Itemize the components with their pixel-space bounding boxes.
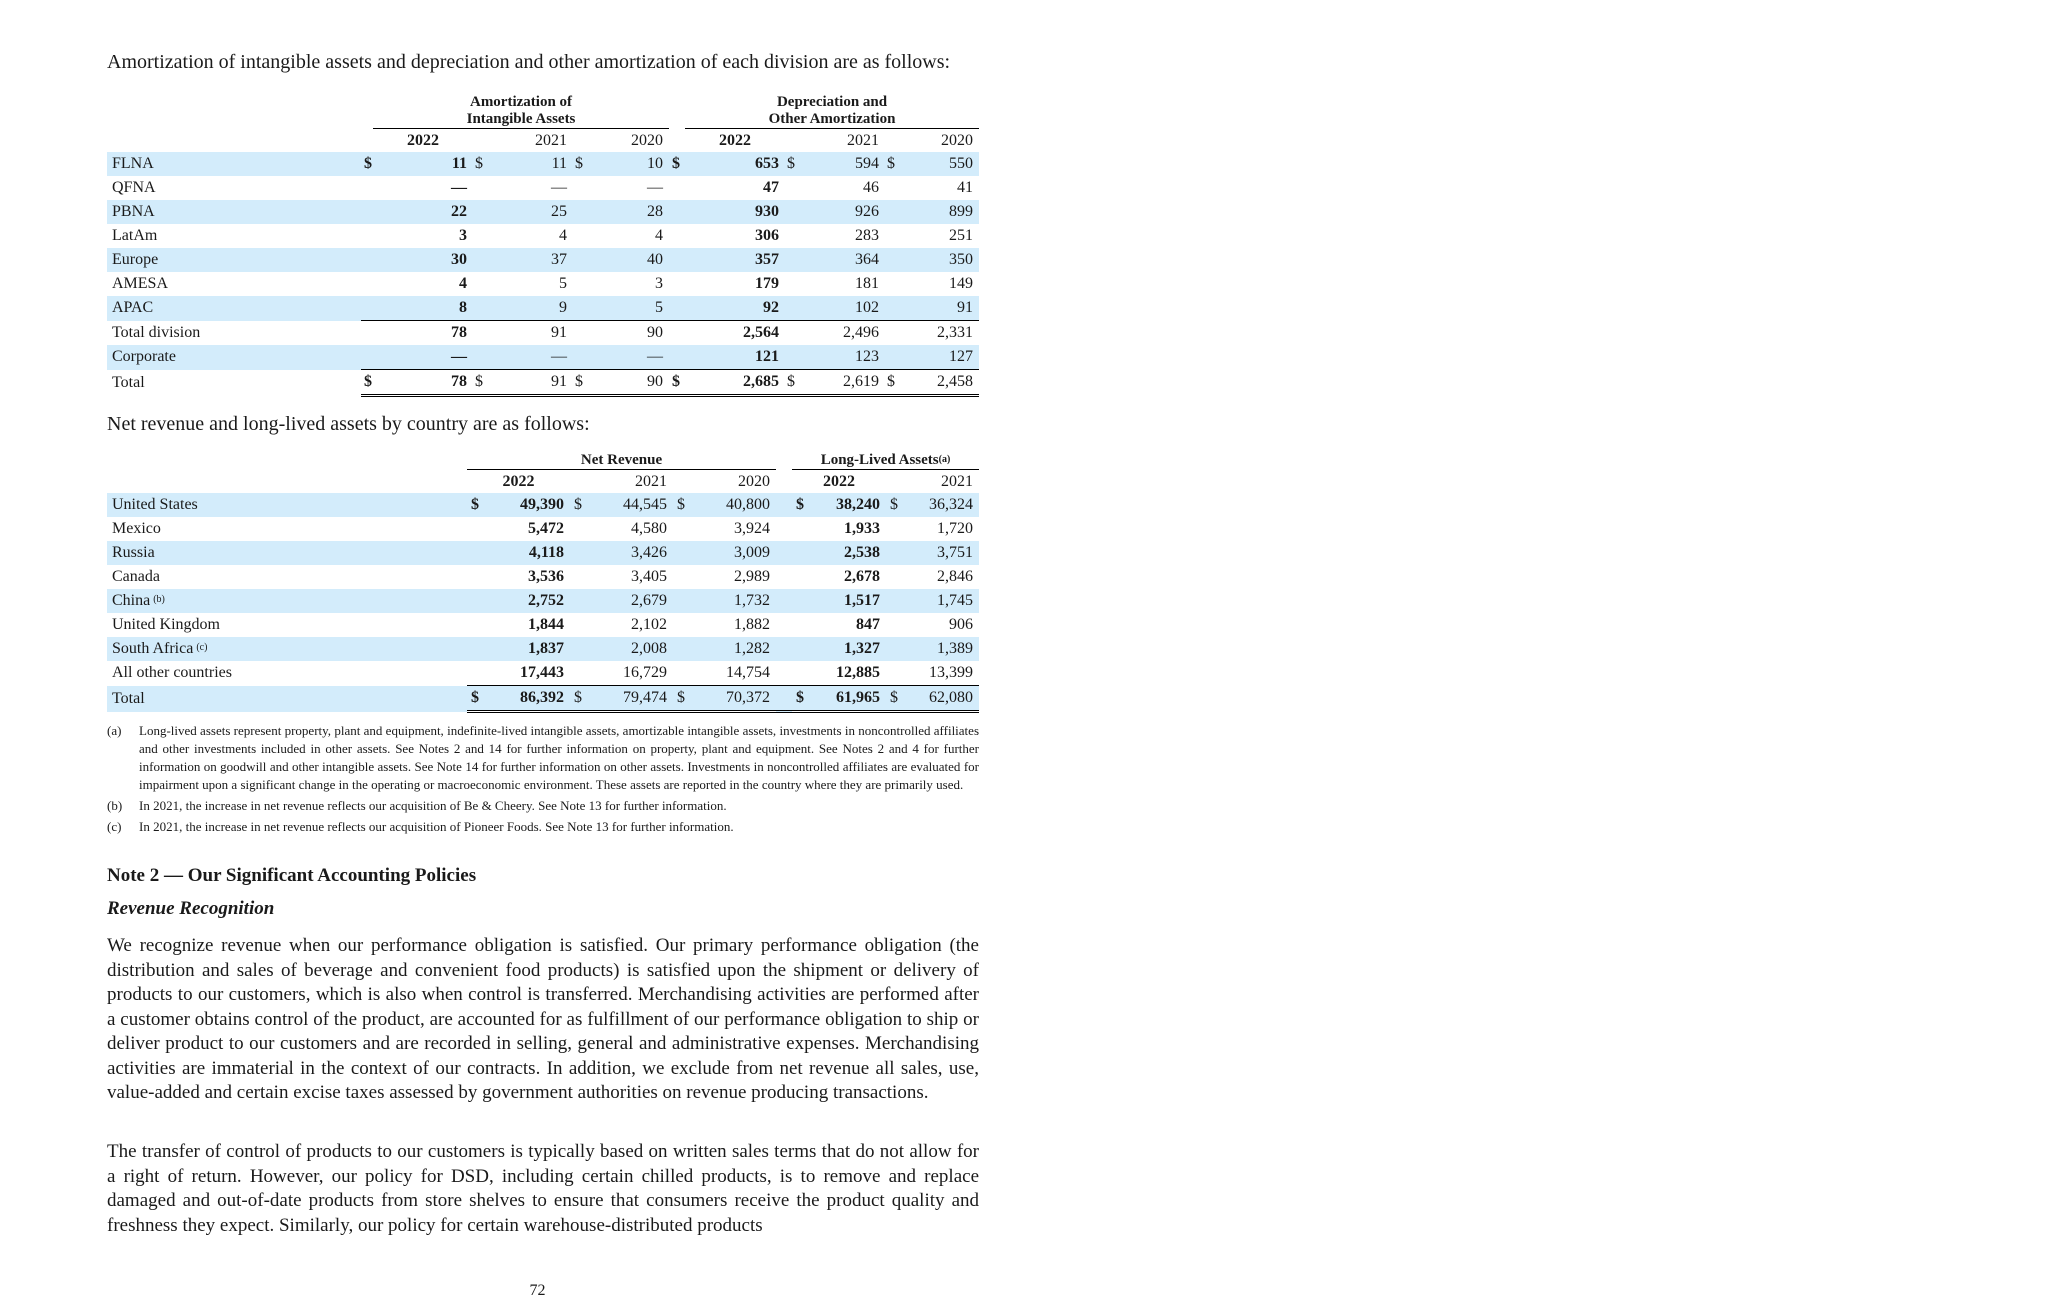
year-header: 2021: [785, 129, 885, 153]
amortization-value: $ 10: [573, 152, 669, 176]
spacer: [776, 493, 792, 517]
row-label: QFNA: [112, 179, 156, 196]
dollar-sign: $: [677, 496, 685, 513]
depreciation-value: 2,331: [885, 321, 979, 346]
dollar-sign: [669, 321, 685, 346]
amortization-group-header: Amortization of Intangible Assets: [466, 94, 576, 127]
table-row: [107, 493, 979, 517]
dollar-sign: $: [890, 496, 898, 513]
depreciation-value: $ 594: [785, 152, 885, 176]
net-revenue-value: 1,732: [673, 589, 776, 613]
footnote: [107, 818, 979, 836]
table-row: [107, 661, 979, 686]
amortization-value: 4: [655, 227, 664, 244]
amortization-value: 91: [473, 321, 573, 346]
long-lived-assets-value: 1,745: [886, 589, 979, 613]
net-revenue-group-header: Net Revenue: [580, 452, 663, 468]
net-revenue-value: 1,837: [467, 637, 570, 661]
long-lived-assets-value: 3,751: [886, 541, 979, 565]
row-label: United States: [107, 493, 467, 517]
year-header: 2022: [373, 129, 473, 153]
year-header: 2020: [885, 129, 979, 153]
net-revenue-value: $ 49,390: [467, 493, 570, 517]
net-revenue-value: 14,754: [726, 664, 770, 681]
row-label: China $^{(b)}$: [107, 589, 467, 613]
net-revenue-value: 1,844: [528, 616, 564, 633]
long-lived-assets-value: 1,517: [792, 589, 886, 613]
table-row: [107, 224, 979, 248]
amortization-value: 22: [373, 200, 473, 224]
dollar-sign: $: [669, 152, 685, 176]
body-paragraph: The transfer of control of products to our customers is typically based on written sales terms that do not allow for a right of return. However, our policy for DSD, including certain chilled products, is to remove and replace damaged and out-of-date products from store shelves to ensure that consumers receive the product quality and freshness they expect. Similarly, our policy for certain warehouse-distributed products: [107, 1141, 979, 1236]
amortization-value: —: [647, 179, 664, 196]
net-revenue-value: $ 79,474: [570, 686, 673, 712]
page-number: 72: [529, 1282, 546, 1299]
amortization-value: 90: [573, 321, 669, 346]
table-row: [107, 176, 979, 200]
amortization-value: 9: [473, 296, 573, 321]
row-label: LatAm: [112, 227, 158, 244]
depreciation-value: 2,496: [785, 321, 885, 346]
dollar-sign: $: [575, 155, 583, 172]
net-revenue-value: 17,443: [520, 664, 564, 681]
dollar-sign: $: [796, 496, 804, 513]
table-row: [107, 200, 979, 224]
depreciation-value: 653: [685, 152, 785, 176]
depreciation-value: 251: [949, 227, 974, 244]
table-row: [107, 152, 979, 176]
table-row: [107, 565, 979, 589]
dollar-sign: $: [574, 689, 582, 706]
amortization-value: $ 11: [473, 152, 573, 176]
row-label: Total: [112, 373, 145, 391]
depreciation-value: 306: [755, 227, 780, 244]
depreciation-value: 149: [949, 275, 974, 292]
dollar-sign: [361, 248, 373, 272]
year-header: 2022: [467, 470, 570, 494]
amortization-value: 5: [559, 275, 567, 292]
table-row: [107, 686, 979, 712]
depreciation-value: 899: [885, 200, 979, 224]
net-revenue-value: 1,882: [734, 616, 770, 633]
depreciation-value: $ 550: [885, 152, 979, 176]
row-label: Europe: [107, 248, 361, 272]
dollar-sign: [361, 200, 373, 224]
long-lived-assets-value: $ 36,324: [886, 493, 979, 517]
dollar-sign: $: [796, 689, 804, 706]
dollar-sign: $: [475, 373, 483, 390]
table-row: [107, 272, 979, 296]
dollar-sign: $: [471, 689, 479, 706]
note-heading: Note 2 — Our Significant Accounting Policies: [107, 865, 477, 886]
depreciation-value: 127: [885, 345, 979, 370]
net-revenue-value: 2,752: [467, 589, 570, 613]
footnote-marker: (c): [107, 819, 122, 834]
amortization-value: —: [473, 345, 573, 370]
net-revenue-value: $ 86,392: [467, 686, 570, 712]
dollar-sign: $: [890, 689, 898, 706]
long-lived-assets-value: 2,846: [937, 568, 974, 585]
amortization-value: 30: [373, 248, 473, 272]
net-revenue-value: 2,008: [570, 637, 673, 661]
dollar-sign: $: [787, 373, 796, 390]
long-lived-assets-value: $ 38,240: [792, 493, 886, 517]
footnote-text: In 2021, the increase in net revenue reflects our acquisition of Be & Cheery. See Note 13 for further information.: [139, 798, 727, 813]
net-revenue-value: 3,924: [734, 520, 770, 537]
depreciation-value: 2,685: [685, 370, 785, 396]
footnotes: [107, 722, 979, 839]
depreciation-value: $ 2,619: [785, 370, 885, 396]
depreciation-value: 102: [785, 296, 885, 321]
year-header: 2021: [886, 470, 979, 494]
net-revenue-value: 2,679: [570, 589, 673, 613]
dollar-sign: [669, 200, 685, 224]
dollar-sign: $: [574, 496, 582, 513]
dollar-sign: [361, 321, 373, 346]
dollar-sign: $: [361, 152, 373, 176]
net-revenue-value: 4,580: [631, 520, 667, 537]
net-revenue-value: 1,282: [673, 637, 776, 661]
spacer: [776, 565, 792, 589]
dollar-sign: $: [669, 370, 685, 396]
amortization-value: 4: [459, 275, 467, 292]
intro-text-division: Amortization of intangible assets and depreciation and other amortization of each division are as follows:: [107, 51, 951, 73]
long-lived-assets-value: 12,885: [836, 664, 880, 681]
amortization-value: 40: [573, 248, 669, 272]
row-label: APAC: [107, 296, 361, 321]
dollar-sign: $: [787, 155, 796, 172]
depreciation-value: 123: [785, 345, 885, 370]
amortization-value: $ 91: [473, 370, 573, 396]
table-row: [107, 613, 979, 637]
dollar-sign: [361, 272, 373, 296]
table-row: [107, 296, 979, 321]
depreciation-value: 121: [685, 345, 785, 370]
table-row: [107, 517, 979, 541]
footnote-marker: (a): [107, 723, 122, 738]
table-row: [107, 370, 979, 396]
long-lived-assets-group-header: Long-Lived Assets$^{(a)}$: [820, 452, 951, 468]
row-label: Total division: [112, 323, 201, 341]
year-header: 2021: [570, 470, 673, 494]
country-revenue-assets-table: [107, 452, 979, 713]
row-label: AMESA: [112, 275, 169, 292]
depreciation-value: 350: [885, 248, 979, 272]
year-header: 2020: [573, 129, 669, 153]
footnote: [107, 722, 979, 794]
amortization-value: 28: [573, 200, 669, 224]
spacer: [776, 637, 792, 661]
net-revenue-value: 2,102: [631, 616, 667, 633]
spacer: [776, 613, 792, 637]
row-label: Canada: [112, 568, 160, 585]
row-label: FLNA: [107, 152, 361, 176]
depreciation-value: 91: [885, 296, 979, 321]
net-revenue-value: 5,472: [528, 520, 564, 537]
depreciation-value: 364: [785, 248, 885, 272]
row-label: Corporate: [107, 345, 361, 370]
net-revenue-value: 16,729: [623, 664, 667, 681]
long-lived-assets-value: 2,678: [844, 568, 880, 585]
amortization-value: 4: [559, 227, 567, 244]
year-header: 2020: [673, 470, 776, 494]
row-label: Total: [107, 686, 467, 712]
net-revenue-value: $ 44,545: [570, 493, 673, 517]
footnote: [107, 797, 979, 815]
depreciation-value: 179: [755, 275, 780, 292]
year-header: 2021: [473, 129, 573, 153]
depreciation-value: 926: [785, 200, 885, 224]
row-label: Mexico: [112, 520, 161, 537]
amortization-value: 5: [573, 296, 669, 321]
row-label: All other countries: [112, 664, 232, 682]
net-revenue-value: $ 70,372: [673, 686, 776, 712]
long-lived-assets-value: 2,538: [792, 541, 886, 565]
long-lived-assets-value: $ 61,965: [792, 686, 886, 712]
dollar-sign: [669, 176, 685, 200]
dollar-sign: $: [475, 155, 483, 172]
net-revenue-value: 3,536: [528, 568, 564, 585]
dollar-sign: $: [471, 496, 479, 513]
net-revenue-value: $ 40,800: [673, 493, 776, 517]
spacer: [776, 661, 792, 686]
division-amortization-table: [107, 94, 979, 397]
dollar-sign: $: [361, 370, 373, 396]
dollar-sign: [669, 272, 685, 296]
long-lived-assets-value: 847: [856, 616, 880, 633]
amortization-value: 25: [473, 200, 573, 224]
footnote-marker: (b): [107, 798, 123, 813]
table-row: [107, 248, 979, 272]
depreciation-value: 2,564: [685, 321, 785, 346]
dollar-sign: [361, 176, 373, 200]
footnote-text: Long-lived assets represent property, plant and equipment, indefinite-lived intangible assets, amortizable intangible assets, investments in noncontrolled affiliates and other investments included in other assets. See Notes 2 and 14 for further information on property, plant and equipment. See Notes 2 and 4 for further information on goodwill and other intangible assets. See Note 14 for further information on other assets. Investments in noncontrolled affiliates are evaluated for impairment upon a significant change in the operating or macroeconomic environment. These assets are reported in the country where they are primarily used.: [139, 723, 979, 792]
row-label: Russia: [107, 541, 467, 565]
long-lived-assets-value: 1,327: [792, 637, 886, 661]
intro-text-country: Net revenue and long-lived assets by country are as follows:: [107, 413, 590, 435]
table-row: [107, 321, 979, 346]
depreciation-value: 92: [685, 296, 785, 321]
year-header: 2022: [685, 129, 785, 153]
amortization-value: —: [573, 345, 669, 370]
dollar-sign: [361, 345, 373, 370]
depreciation-value: $ 2,458: [885, 370, 979, 396]
dollar-sign: [669, 224, 685, 248]
dollar-sign: [361, 296, 373, 321]
amortization-value: 78: [373, 321, 473, 346]
net-revenue-value: 4,118: [467, 541, 570, 565]
year-header: 2022: [792, 470, 886, 494]
body-paragraph: We recognize revenue when our performance obligation is satisfied. Our primary performance obligation (the distribution and sales of beverage and convenient food products) is satisfied upon the shipment or delivery of products to our customers, which is also when control is transferred. Merchandising activities are performed after a customer obtains control of the product, are accounted for as fulfillment of our performance obligation to ship or deliver product to our customers and are recorded in selling, general and administrative expenses. Merchandising activities are immaterial in the context of our contracts. In addition, we exclude from net revenue all sales, use, value-added and certain excise taxes assessed by government authorities on revenue producing transactions.: [107, 935, 979, 1103]
amortization-value: 3: [459, 227, 467, 244]
spacer: [776, 541, 792, 565]
dollar-sign: $: [887, 155, 896, 172]
depreciation-value: 181: [855, 275, 880, 292]
table-row: [107, 637, 979, 661]
net-revenue-value: 3,405: [631, 568, 667, 585]
spacer: [776, 589, 792, 613]
spacer: [776, 686, 792, 712]
row-label: PBNA: [107, 200, 361, 224]
depreciation-value: 41: [957, 179, 974, 196]
row-label: United Kingdom: [112, 616, 220, 633]
footnote-text: In 2021, the increase in net revenue reflects our acquisition of Pioneer Foods. See Note 13 for further information.: [139, 819, 734, 834]
depreciation-value: 283: [855, 227, 880, 244]
revenue-recognition-heading: Revenue Recognition: [107, 898, 275, 919]
amortization-value: —: [451, 179, 467, 196]
dollar-sign: $: [575, 373, 583, 390]
amortization-value: 37: [473, 248, 573, 272]
depreciation-value: 46: [863, 179, 880, 196]
amortization-value: $ 90: [573, 370, 669, 396]
net-revenue-value: 3,426: [570, 541, 673, 565]
amortization-value: 3: [655, 275, 664, 292]
spacer: [776, 517, 792, 541]
table-row: [107, 589, 979, 613]
amortization-value: 78: [373, 370, 473, 396]
table-row: [107, 541, 979, 565]
depreciation-group-header: Depreciation and Other Amortization: [768, 94, 896, 127]
amortization-value: —: [373, 345, 473, 370]
net-revenue-value: 2,989: [734, 568, 770, 585]
amortization-value: 11: [373, 152, 473, 176]
amortization-value: —: [551, 179, 567, 196]
net-revenue-value: 3,009: [673, 541, 776, 565]
long-lived-assets-value: $ 62,080: [886, 686, 979, 712]
long-lived-assets-value: 1,933: [844, 520, 880, 537]
dollar-sign: $: [677, 689, 685, 706]
dollar-sign: [669, 248, 685, 272]
depreciation-value: 357: [685, 248, 785, 272]
dollar-sign: [669, 345, 685, 370]
row-label: South Africa $^{(c)}$: [107, 637, 467, 661]
long-lived-assets-value: 1,389: [886, 637, 979, 661]
long-lived-assets-value: 1,720: [937, 520, 974, 537]
depreciation-value: 47: [763, 179, 780, 196]
amortization-value: 8: [373, 296, 473, 321]
long-lived-assets-value: 906: [949, 616, 974, 633]
long-lived-assets-value: 13,399: [929, 664, 974, 681]
dollar-sign: $: [887, 373, 896, 390]
table-row: [107, 345, 979, 370]
depreciation-value: 930: [685, 200, 785, 224]
dollar-sign: [361, 224, 373, 248]
dollar-sign: [669, 296, 685, 321]
